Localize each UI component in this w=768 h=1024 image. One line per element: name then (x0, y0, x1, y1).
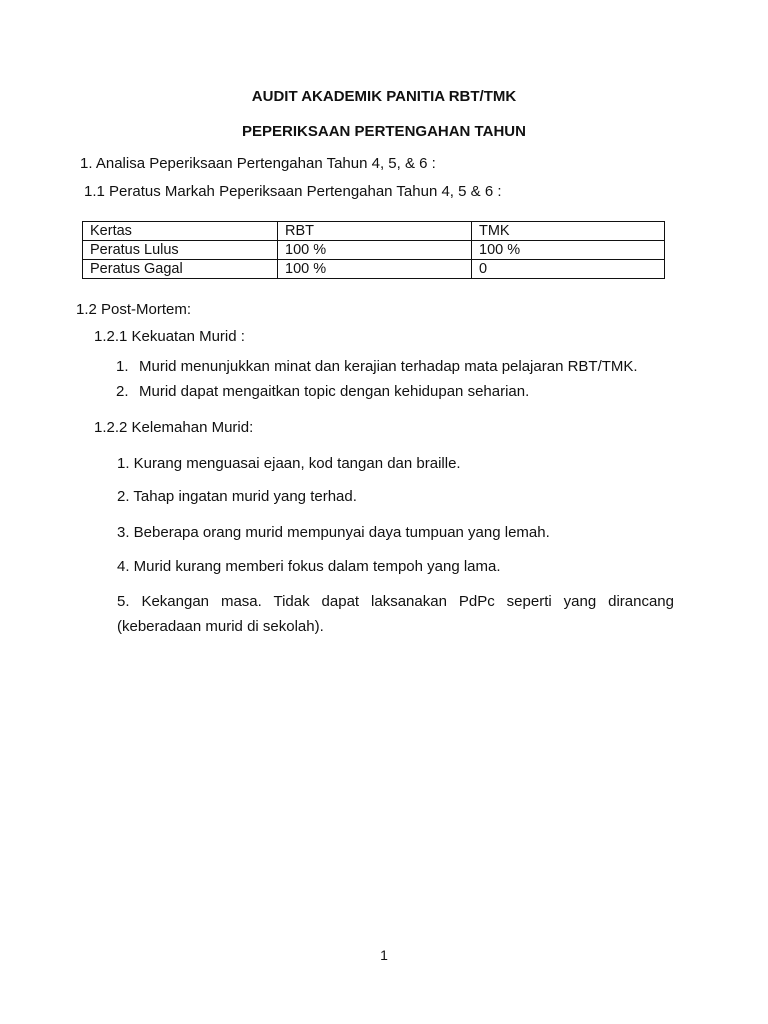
list-item-number: 2. (116, 383, 129, 400)
table-cell: 100 % (472, 241, 665, 260)
list-item (116, 383, 529, 400)
table-row (83, 260, 665, 279)
table-header-cell: Kertas (83, 222, 278, 241)
results-table (82, 221, 665, 279)
list-item (117, 589, 674, 639)
list-item: 4. Murid kurang memberi fokus dalam tempoh yang lama. (117, 558, 501, 575)
document-title: AUDIT AKADEMIK PANITIA RBT/TMK (251, 88, 517, 105)
section-1-2-2-heading: 1.2.2 Kelemahan Murid: (94, 419, 254, 436)
table-cell: Peratus Gagal (83, 260, 278, 279)
list-item-number: 1. (116, 358, 129, 375)
table-cell: 100 % (278, 260, 472, 279)
table-cell: Peratus Lulus (83, 241, 278, 260)
section-1-1-heading: 1.1 Peratus Markah Peperiksaan Pertengahan Tahun 4, 5 & 6 : (84, 183, 502, 200)
table-header-cell: TMK (472, 222, 665, 241)
page-number: 1 (380, 947, 388, 963)
table-header-row (83, 222, 665, 241)
list-item: 2. Tahap ingatan murid yang terhad. (117, 488, 357, 505)
section-1-heading: 1. Analisa Peperiksaan Pertengahan Tahun 4, 5, & 6 : (80, 155, 436, 172)
table-cell: 100 % (278, 241, 472, 260)
table-row (83, 241, 665, 260)
list-item-text: Murid menunjukkan minat dan kerajian terhadap mata pelajaran RBT/TMK. (139, 358, 638, 375)
list-item-text-continued: (keberadaan murid di sekolah). (117, 618, 324, 635)
table-cell: 0 (472, 260, 665, 279)
document-subtitle: PEPERIKSAAN PERTENGAHAN TAHUN (242, 123, 526, 140)
section-1-2-heading: 1.2 Post-Mortem: (76, 301, 192, 318)
section-1-2-1-heading: 1.2.1 Kekuatan Murid : (94, 328, 245, 345)
list-item-text: 5. Kekangan masa. Tidak dapat laksanakan PdPc seperti yang dirancang (117, 593, 674, 610)
list-item (116, 358, 638, 375)
list-item: 1. Kurang menguasai ejaan, kod tangan dan braille. (117, 455, 461, 472)
list-item: 3. Beberapa orang murid mempunyai daya tumpuan yang lemah. (117, 524, 550, 541)
table-header-cell: RBT (278, 222, 472, 241)
list-item-text: Murid dapat mengaitkan topic dengan kehidupan seharian. (139, 383, 530, 400)
